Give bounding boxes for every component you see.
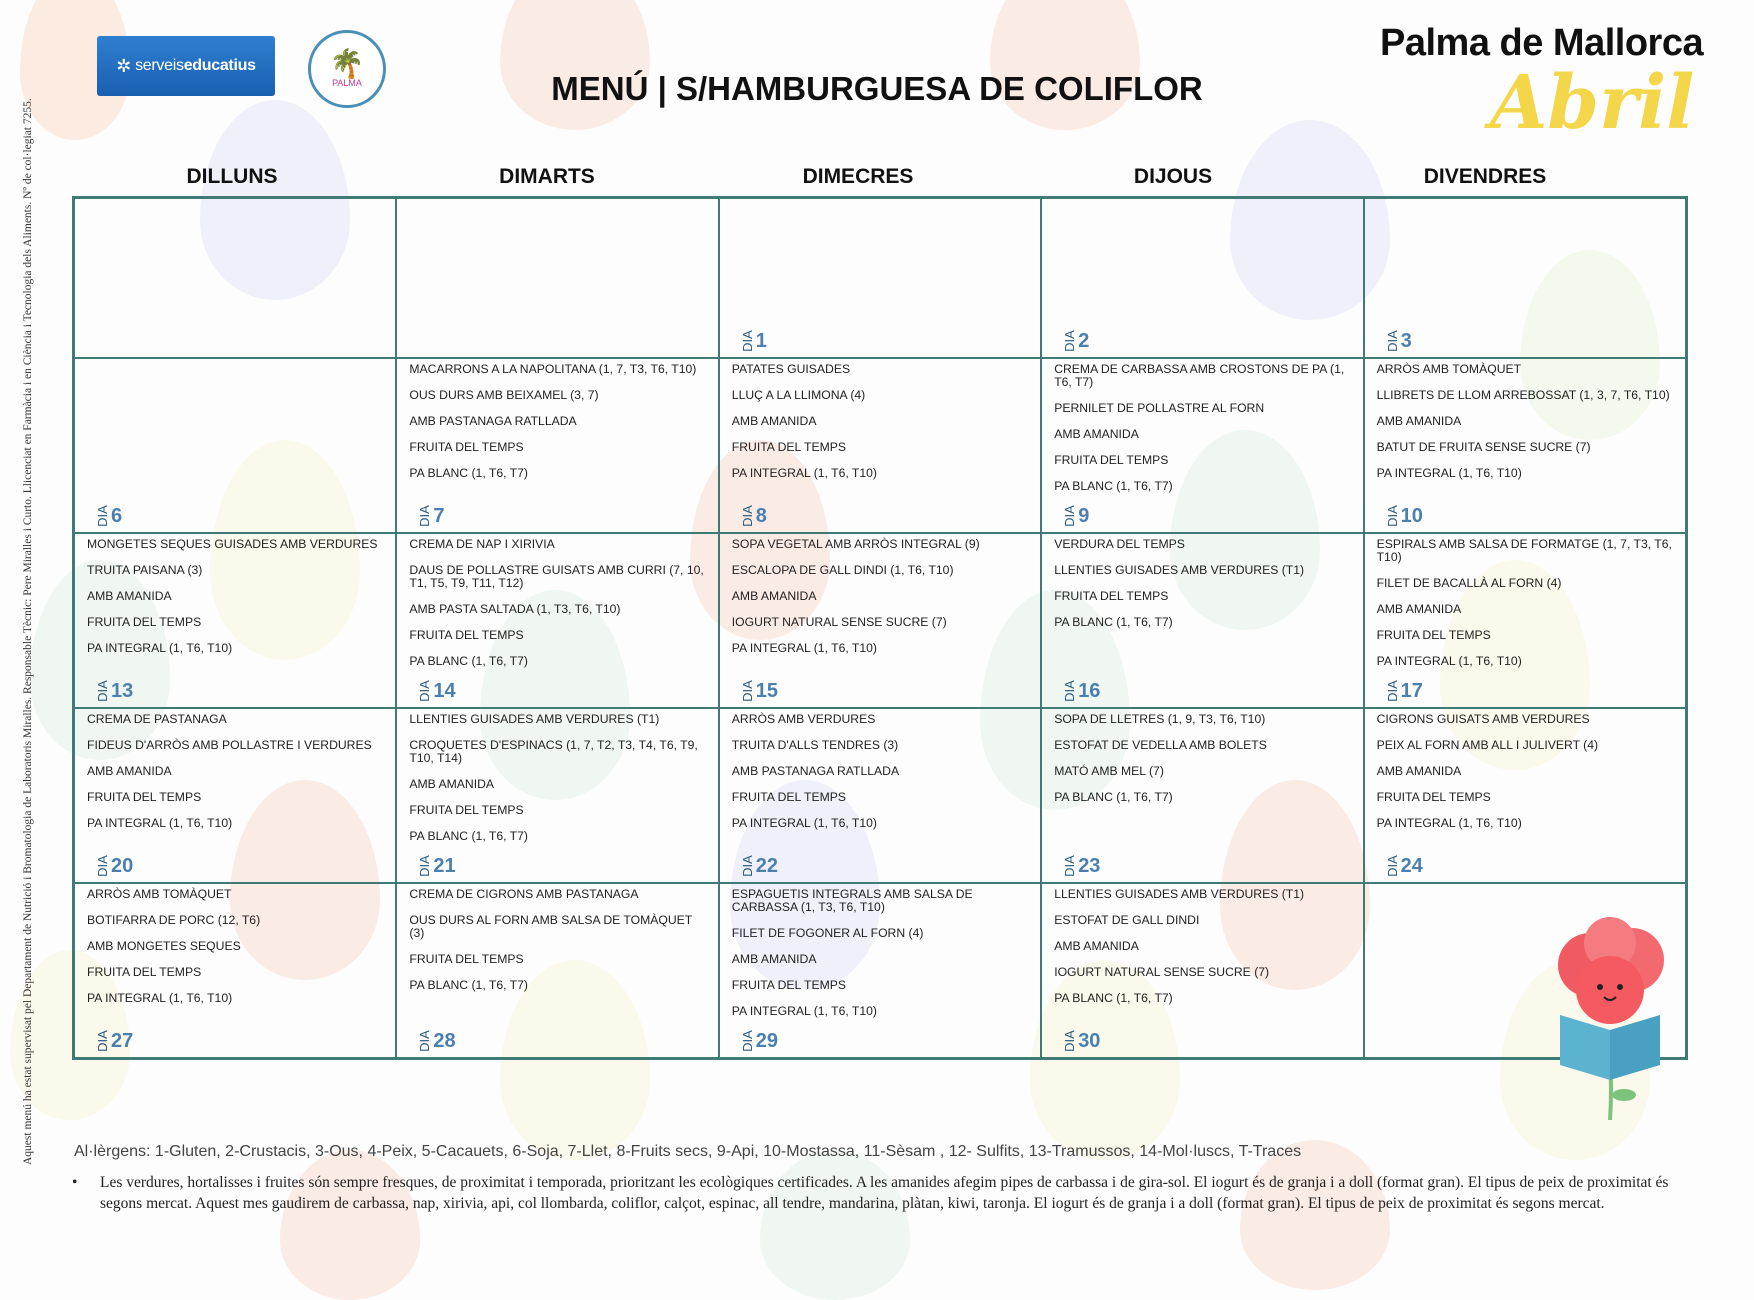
side-supervision-note: Aquest menú ha estat supervisat pel Departament de Nutrició i Bromatologia de Laboratoris Miralles. Responsable Tècnic: Pere Miralles i Curto. Llicenciat en Farmàcia i en Ciència i Tecnologia dels Aliments. Nº de col·legiat 7255. bbox=[22, 98, 34, 1165]
day-cell bbox=[396, 358, 718, 533]
day-label bbox=[1062, 329, 1089, 353]
day-cell bbox=[719, 708, 1041, 883]
day-cell bbox=[396, 533, 718, 708]
meal-item: OUS DURS AMB BEIXAMEL (3, 7) bbox=[409, 388, 599, 402]
day-number: 16 bbox=[1078, 680, 1101, 702]
meal-item: ESTOFAT DE GALL DINDI bbox=[1054, 913, 1200, 927]
day-label bbox=[740, 329, 767, 353]
meal-item: PA BLANC (1, T6, T7) bbox=[1054, 479, 1173, 493]
day-label bbox=[1062, 504, 1089, 528]
meal-item: AMB AMANIDA bbox=[1376, 602, 1462, 616]
meal-item: PA INTEGRAL (1, T6, T10) bbox=[87, 816, 233, 830]
meal-item: FRUITA DEL TEMPS bbox=[409, 803, 524, 817]
dia-word: DIA bbox=[416, 505, 432, 527]
meal-item: PA INTEGRAL (1, T6, T10) bbox=[731, 466, 877, 480]
notes-text: Les verdures, hortalisses i fruites són sempre fresques, de proximitat i temporada, prioritzant les ecològiques certificades. A les amanides afegim pipes de carbassa i de gira-sol. El iogurt és de granja i a doll (format gran). El tipus de peix de proximitat és segons mercat. Aquest mes gaudirem de carbassa, nap, xirivia, api, col llombarda, coliflor, calçot, espinac, all tendre, mandarina, plàtan, kiwi, taronja. El iogurt és de granja i a doll (format gran). El tipus de peix de proximitat és segons mercat. bbox=[100, 1174, 1669, 1212]
dia-word: DIA bbox=[1061, 855, 1077, 877]
meal-item: AMB AMANIDA bbox=[1054, 939, 1139, 953]
day-header-tuesday: DIMARTS bbox=[499, 165, 595, 188]
meal-item: PA BLANC (1, T6, T7) bbox=[1054, 615, 1173, 629]
day-cell bbox=[74, 198, 396, 358]
day-number: 20 bbox=[111, 855, 134, 877]
palm-tree-icon: 🌴 bbox=[329, 48, 365, 79]
day-label bbox=[740, 504, 767, 528]
day-cell bbox=[74, 533, 396, 708]
day-number: 8 bbox=[755, 505, 767, 527]
meal-item: AMB AMANIDA bbox=[731, 589, 817, 603]
meal-item: PA INTEGRAL (1, T6, T10) bbox=[87, 991, 233, 1005]
meal-item: LLIBRETS DE LLOM ARREBOSSAT (1, 3, 7, T6, T10) bbox=[1376, 388, 1670, 402]
day-header-thursday: DIJOUS bbox=[1133, 165, 1213, 188]
meal-item: CREMA DE PASTANAGA bbox=[87, 712, 227, 726]
day-cell bbox=[719, 883, 1041, 1058]
meal-item: AMB AMANIDA bbox=[731, 952, 817, 966]
day-number: 7 bbox=[433, 505, 445, 527]
meal-item: FRUITA DEL TEMPS bbox=[731, 790, 847, 804]
meal-item: IOGURT NATURAL SENSE SUCRE (7) bbox=[731, 615, 947, 629]
meal-item: PA BLANC (1, T6, T7) bbox=[409, 466, 528, 480]
day-number: 13 bbox=[111, 680, 134, 702]
meal-item: PA BLANC (1, T6, T7) bbox=[409, 829, 528, 843]
meal-item: ARRÒS AMB VERDURES bbox=[731, 712, 876, 726]
meal-item: MATÓ AMB MEL (7) bbox=[1054, 764, 1164, 778]
allergens-legend: Al·lèrgens: 1-Gluten, 2-Crustacis, 3-Ous, 4-Peix, 5-Cacauets, 6-Soja, 7-Llet, 8-Fruits secs, 9-Api, 10-Mostassa, 11-Sèsam , 12- Sulfits, 13-Tramussos, 14-Mol·luscs, T-Traces bbox=[74, 1143, 1302, 1160]
meal-item: FILET DE BACALLÀ AL FORN (4) bbox=[1376, 576, 1562, 590]
day-label bbox=[95, 854, 133, 878]
logo-text-b: educatius bbox=[183, 57, 256, 74]
meal-item: PERNILET DE POLLASTRE AL FORN bbox=[1054, 401, 1265, 415]
meal-item: FRUITA DEL TEMPS bbox=[87, 615, 202, 629]
meal-item: LLENTIES GUISADES AMB VERDURES (T1) bbox=[1054, 563, 1305, 577]
day-number: 3 bbox=[1400, 330, 1412, 352]
day-number: 27 bbox=[111, 1030, 134, 1052]
day-number: 23 bbox=[1078, 855, 1101, 877]
meal-item: AMB AMANIDA bbox=[731, 414, 817, 428]
dia-word: DIA bbox=[94, 680, 110, 702]
meal-item: ESPAGUETIS INTEGRALS AMB SALSA DE CARBASSA (1, T3, T6, T10) bbox=[731, 887, 973, 914]
day-label bbox=[1385, 679, 1423, 703]
meal-item: PA INTEGRAL (1, T6, T10) bbox=[731, 641, 877, 655]
flower-reading-book-illustration bbox=[1540, 915, 1680, 1125]
meal-item: FRUITA DEL TEMPS bbox=[1376, 790, 1491, 804]
meal-item: IOGURT NATURAL SENSE SUCRE (7) bbox=[1054, 965, 1270, 979]
meal-item: ESTOFAT DE VEDELLA AMB BOLETS bbox=[1054, 738, 1267, 752]
day-label bbox=[1062, 1029, 1100, 1053]
dia-word: DIA bbox=[1061, 1030, 1077, 1052]
meal-item: SOPA VEGETAL AMB ARRÒS INTEGRAL (9) bbox=[731, 537, 980, 551]
day-cell bbox=[1041, 533, 1363, 708]
meal-item: PA BLANC (1, T6, T7) bbox=[409, 978, 528, 992]
dia-word: DIA bbox=[1384, 505, 1400, 527]
day-label bbox=[417, 854, 455, 878]
meal-item: FRUITA DEL TEMPS bbox=[87, 965, 202, 979]
day-number: 28 bbox=[433, 1030, 456, 1052]
day-label bbox=[95, 1029, 133, 1053]
day-label bbox=[417, 679, 455, 703]
meal-item: AMB AMANIDA bbox=[1376, 414, 1462, 428]
day-label bbox=[740, 854, 778, 878]
day-cell bbox=[1364, 358, 1686, 533]
meal-item: MACARRONS A LA NAPOLITANA (1, 7, T3, T6, T10) bbox=[409, 362, 697, 376]
day-cell bbox=[719, 533, 1041, 708]
meal-item: FRUITA DEL TEMPS bbox=[409, 440, 524, 454]
day-cell bbox=[396, 883, 718, 1058]
meal-item: PA INTEGRAL (1, T6, T10) bbox=[731, 1004, 877, 1018]
meal-item: SOPA DE LLETRES (1, 9, T3, T6, T10) bbox=[1054, 712, 1266, 726]
meal-item: AMB AMANIDA bbox=[87, 764, 172, 778]
meal-item: PA INTEGRAL (1, T6, T10) bbox=[731, 816, 877, 830]
day-cell bbox=[1364, 708, 1686, 883]
day-number: 6 bbox=[111, 505, 123, 527]
meal-item: ARRÒS AMB TOMÀQUET bbox=[87, 887, 232, 901]
meal-item: AMB AMANIDA bbox=[409, 777, 495, 791]
meal-item: AMB PASTANAGA RATLLADA bbox=[409, 414, 577, 428]
meal-item: DAUS DE POLLASTRE GUISATS AMB CURRI (7, 10, T1, T5, T9, T11, T12) bbox=[409, 563, 704, 590]
meal-item: CREMA DE CARBASSA AMB CROSTONS DE PA (1, T6, T7) bbox=[1054, 362, 1345, 389]
meal-item: PA BLANC (1, T6, T7) bbox=[1054, 790, 1173, 804]
day-number: 30 bbox=[1078, 1030, 1101, 1052]
meal-item: VERDURA DEL TEMPS bbox=[1054, 537, 1185, 551]
dia-word: DIA bbox=[1061, 330, 1077, 352]
meal-item: AMB PASTA SALTADA (1, T3, T6, T10) bbox=[409, 602, 621, 616]
page-title: MENÚ | S/HAMBURGUESA DE COLIFLOR bbox=[551, 70, 1203, 107]
meal-item: FRUITA DEL TEMPS bbox=[731, 978, 847, 992]
meal-item: CIGRONS GUISATS AMB VERDURES bbox=[1376, 712, 1590, 726]
day-header-monday: DILLUNS bbox=[186, 165, 278, 188]
meal-item: FRUITA DEL TEMPS bbox=[731, 440, 847, 454]
meal-item: PA INTEGRAL (1, T6, T10) bbox=[1376, 654, 1522, 668]
notes-list bbox=[72, 1172, 1712, 1214]
palma-logo-text: PALMA bbox=[332, 78, 362, 88]
day-label bbox=[1385, 504, 1423, 528]
meal-item: LLENTIES GUISADES AMB VERDURES (T1) bbox=[1054, 887, 1305, 901]
dia-word: DIA bbox=[739, 855, 755, 877]
day-cell bbox=[74, 708, 396, 883]
day-number: 22 bbox=[755, 855, 779, 877]
dia-word: DIA bbox=[94, 1030, 110, 1052]
day-number: 29 bbox=[755, 1030, 779, 1052]
dia-word: DIA bbox=[416, 680, 432, 702]
day-label bbox=[95, 504, 122, 528]
day-cell bbox=[719, 358, 1041, 533]
day-label bbox=[95, 679, 133, 703]
logo-dots-icon: ✲ bbox=[116, 55, 132, 76]
dia-word: DIA bbox=[1061, 505, 1077, 527]
meal-item: LLENTIES GUISADES AMB VERDURES (T1) bbox=[409, 712, 660, 726]
meal-item: ARRÒS AMB TOMÀQUET bbox=[1376, 362, 1522, 376]
dia-word: DIA bbox=[739, 505, 755, 527]
meal-item: CROQUETES D'ESPINACS (1, 7, T2, T3, T4, T6, T9, T10, T14) bbox=[409, 738, 698, 765]
day-cell bbox=[1041, 883, 1363, 1058]
day-number: 15 bbox=[755, 680, 779, 702]
dia-word: DIA bbox=[1384, 855, 1400, 877]
dia-word: DIA bbox=[94, 855, 110, 877]
dia-word: DIA bbox=[1384, 680, 1400, 702]
day-header-friday: DIVENDRES bbox=[1423, 165, 1547, 188]
meal-item: TRUITA PAISANA (3) bbox=[87, 563, 203, 577]
day-number: 21 bbox=[433, 855, 456, 877]
dia-word: DIA bbox=[739, 1030, 755, 1052]
day-label bbox=[1385, 329, 1412, 353]
meal-item: MONGETES SEQUES GUISADES AMB VERDURES bbox=[87, 537, 378, 551]
meal-item: FRUITA DEL TEMPS bbox=[409, 952, 524, 966]
meal-item: BATUT DE FRUITA SENSE SUCRE (7) bbox=[1376, 440, 1591, 454]
day-header-wednesday: DIMECRES bbox=[802, 165, 914, 188]
meal-item: AMB AMANIDA bbox=[1054, 427, 1139, 441]
logo-text-a: serveis bbox=[135, 57, 184, 74]
month-label: Abril bbox=[1490, 60, 1695, 146]
day-cell bbox=[719, 198, 1041, 358]
day-label bbox=[417, 1029, 455, 1053]
meal-item: PA INTEGRAL (1, T6, T10) bbox=[1376, 816, 1522, 830]
meal-item: AMB AMANIDA bbox=[87, 589, 172, 603]
day-number: 9 bbox=[1078, 505, 1090, 527]
menu-calendar-grid bbox=[72, 196, 1688, 1060]
meal-item: CREMA DE CIGRONS AMB PASTANAGA bbox=[409, 887, 639, 901]
dia-word: DIA bbox=[1384, 330, 1400, 352]
day-label bbox=[740, 1029, 778, 1053]
meal-item: FRUITA DEL TEMPS bbox=[1054, 589, 1169, 603]
dia-word: DIA bbox=[416, 1030, 432, 1052]
meal-item: FIDEUS D'ARRÒS AMB POLLASTRE I VERDURES bbox=[87, 738, 372, 752]
day-cell bbox=[1041, 358, 1363, 533]
day-number: 17 bbox=[1400, 680, 1423, 702]
meal-item: FRUITA DEL TEMPS bbox=[409, 628, 524, 642]
meal-item: ESCALOPA DE GALL DINDI (1, T6, T10) bbox=[731, 563, 954, 577]
brand-name: Palma de Mallorca bbox=[1380, 22, 1704, 64]
meal-item: PA BLANC (1, T6, T7) bbox=[409, 654, 528, 668]
day-cell bbox=[74, 358, 396, 533]
day-cell bbox=[1041, 198, 1363, 358]
meal-item: FRUITA DEL TEMPS bbox=[1376, 628, 1491, 642]
meal-item: PA INTEGRAL (1, T6, T10) bbox=[1376, 466, 1522, 480]
meal-item: PA INTEGRAL (1, T6, T10) bbox=[87, 641, 233, 655]
meal-item: ESPIRALS AMB SALSA DE FORMATGE (1, 7, T3, T6, T10) bbox=[1376, 537, 1672, 564]
dia-word: DIA bbox=[94, 505, 110, 527]
meal-item: BOTIFARRA DE PORC (12, T6) bbox=[87, 913, 261, 927]
meal-item: FRUITA DEL TEMPS bbox=[87, 790, 202, 804]
meal-item: FRUITA DEL TEMPS bbox=[1054, 453, 1169, 467]
dia-word: DIA bbox=[739, 680, 755, 702]
meal-item: CREMA DE NAP I XIRIVIA bbox=[409, 537, 555, 551]
day-number: 1 bbox=[755, 330, 767, 352]
meal-item: AMB AMANIDA bbox=[1376, 764, 1462, 778]
meal-item: TRUITA D'ALLS TENDRES (3) bbox=[731, 738, 899, 752]
meal-item: PA BLANC (1, T6, T7) bbox=[1054, 991, 1173, 1005]
meal-item: PATATES GUISADES bbox=[731, 362, 851, 376]
day-label bbox=[740, 679, 778, 703]
day-label bbox=[1062, 854, 1100, 878]
dia-word: DIA bbox=[1061, 680, 1077, 702]
day-number: 10 bbox=[1400, 505, 1423, 527]
dia-word: DIA bbox=[739, 330, 755, 352]
meal-item: AMB MONGETES SEQUES bbox=[87, 939, 241, 953]
day-label bbox=[417, 504, 444, 528]
day-label bbox=[1062, 679, 1100, 703]
day-number: 24 bbox=[1400, 855, 1423, 877]
bullet-icon: • bbox=[72, 1174, 78, 1191]
day-cell bbox=[74, 883, 396, 1058]
day-cell bbox=[1364, 533, 1686, 708]
day-cell bbox=[396, 198, 718, 358]
meal-item: OUS DURS AL FORN AMB SALSA DE TOMÀQUET (3) bbox=[409, 913, 693, 940]
meal-item: AMB PASTANAGA RATLLADA bbox=[731, 764, 900, 778]
dia-word: DIA bbox=[416, 855, 432, 877]
day-label bbox=[1385, 854, 1423, 878]
day-cell bbox=[1041, 708, 1363, 883]
day-cell bbox=[1364, 198, 1686, 358]
day-number: 14 bbox=[433, 680, 456, 702]
meal-item: LLUÇ A LA LLIMONA (4) bbox=[731, 388, 866, 402]
meal-item: PEIX AL FORN AMB ALL I JULIVERT (4) bbox=[1376, 738, 1599, 752]
day-number: 2 bbox=[1078, 330, 1090, 352]
day-cell bbox=[396, 708, 718, 883]
meal-item: FILET DE FOGONER AL FORN (4) bbox=[731, 926, 924, 940]
